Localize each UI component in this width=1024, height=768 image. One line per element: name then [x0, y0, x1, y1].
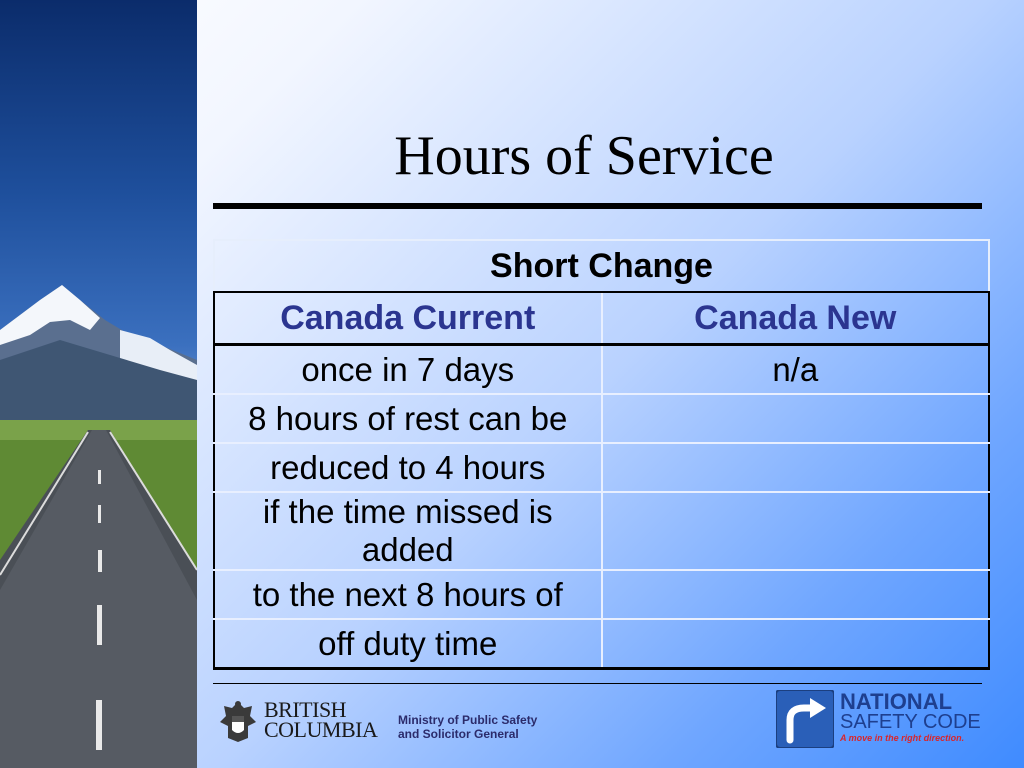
bc-line2: COLUMBIA — [264, 717, 378, 742]
table-row — [214, 619, 989, 669]
table-cell: once in 7 days — [214, 345, 602, 395]
nsc-arrow-icon — [776, 690, 834, 748]
nsc-line2: SAFETY CODE — [840, 711, 981, 733]
column-header-current: Canada Current — [214, 292, 602, 345]
background-photo — [0, 0, 197, 768]
table-row — [214, 345, 989, 395]
table-cell: 8 hours of rest can be — [214, 394, 602, 443]
slide-title: Hours of Service — [394, 125, 774, 187]
table-cell — [602, 492, 990, 570]
nsc-tagline: A move in the right direction. — [840, 733, 965, 743]
bc-wordmark — [264, 697, 378, 742]
table-cell: to the next 8 hours of — [214, 570, 602, 619]
crest-icon — [218, 698, 258, 744]
bc-line1: BRITISH — [264, 697, 347, 722]
ministry-name — [398, 713, 537, 741]
table-cell — [602, 443, 990, 492]
table-cell — [602, 619, 990, 669]
table-header-row — [214, 240, 989, 292]
table-row — [214, 570, 989, 619]
table-row — [214, 394, 989, 443]
table-cell: reduced to 4 hours — [214, 443, 602, 492]
table-cell — [602, 394, 990, 443]
title-divider — [213, 203, 982, 209]
hours-table — [213, 239, 990, 670]
table-row — [214, 492, 989, 570]
table-cell: off duty time — [214, 619, 602, 669]
ministry-line2: and Solicitor General — [398, 727, 519, 741]
table-row — [214, 443, 989, 492]
table-header: Short Change — [214, 240, 989, 292]
ministry-line1: Ministry of Public Safety — [398, 713, 538, 727]
footer-divider — [213, 683, 982, 684]
column-header-row — [214, 292, 989, 345]
nsc-wordmark — [840, 689, 981, 744]
column-header-new: Canada New — [602, 292, 990, 345]
mountain-road-illustration — [0, 0, 197, 768]
table-cell: if the time missed is added — [214, 492, 602, 570]
table-cell: n/a — [602, 345, 990, 395]
nsc-line1: NATIONAL — [840, 689, 953, 714]
table-cell — [602, 570, 990, 619]
